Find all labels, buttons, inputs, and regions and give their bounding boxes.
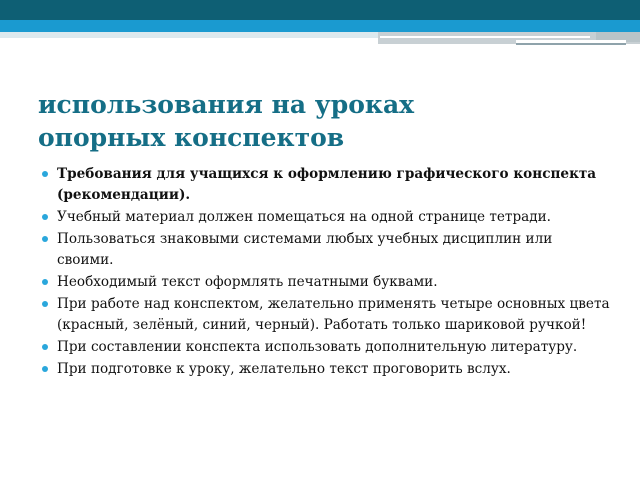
bullet-item-requirements: [42, 164, 612, 206]
bullet-dot-icon: [42, 301, 48, 307]
banner-white-line: [380, 36, 590, 38]
bullet-item-speak-aloud: [42, 359, 612, 380]
bullet-dot-icon: [42, 236, 48, 242]
banner-dark-band: [0, 0, 640, 20]
bullet-dot-icon: [42, 366, 48, 372]
bullet-text: Требования для учащихся к оформлению графического конспекта (рекомендации).: [57, 166, 597, 203]
bullet-text: При работе над конспектом, желательно применять четыре основных цвета (красный, зелёный, синий, черный). Работать только шариковой ручкой!: [57, 296, 610, 333]
bullet-list: [42, 164, 612, 381]
bullet-text: Учебный материал должен помещаться на одной странице тетради.: [57, 209, 552, 225]
bullet-dot-icon: [42, 171, 48, 177]
bullet-dot-icon: [42, 214, 48, 220]
bullet-item-extra-literature: [42, 337, 612, 358]
bullet-text: Пользоваться знаковыми системами любых учебных дисциплин или своими.: [57, 231, 553, 268]
bullet-item-sign-systems: [42, 229, 612, 271]
slide-title: [38, 88, 618, 154]
bullet-text: При составлении конспекта использовать дополнительную литературу.: [57, 339, 578, 355]
bullet-dot-icon: [42, 279, 48, 285]
bullet-dot-icon: [42, 344, 48, 350]
top-decorative-banner: [0, 0, 640, 48]
bullet-item-print-letters: [42, 272, 612, 293]
slide-title-line-1: использования на уроках: [38, 90, 415, 119]
bullet-text: При подготовке к уроку, желательно текст проговорить вслух.: [57, 361, 511, 377]
banner-light-band: [0, 32, 380, 38]
bullet-item-four-colors: [42, 294, 612, 336]
bullet-item-one-page: [42, 207, 612, 228]
banner-blue-band: [0, 20, 640, 32]
slide-title-line-2: опорных конспектов: [38, 123, 345, 152]
bullet-text: Необходимый текст оформлять печатными буквами.: [57, 274, 438, 290]
banner-tab-line: [516, 40, 626, 45]
